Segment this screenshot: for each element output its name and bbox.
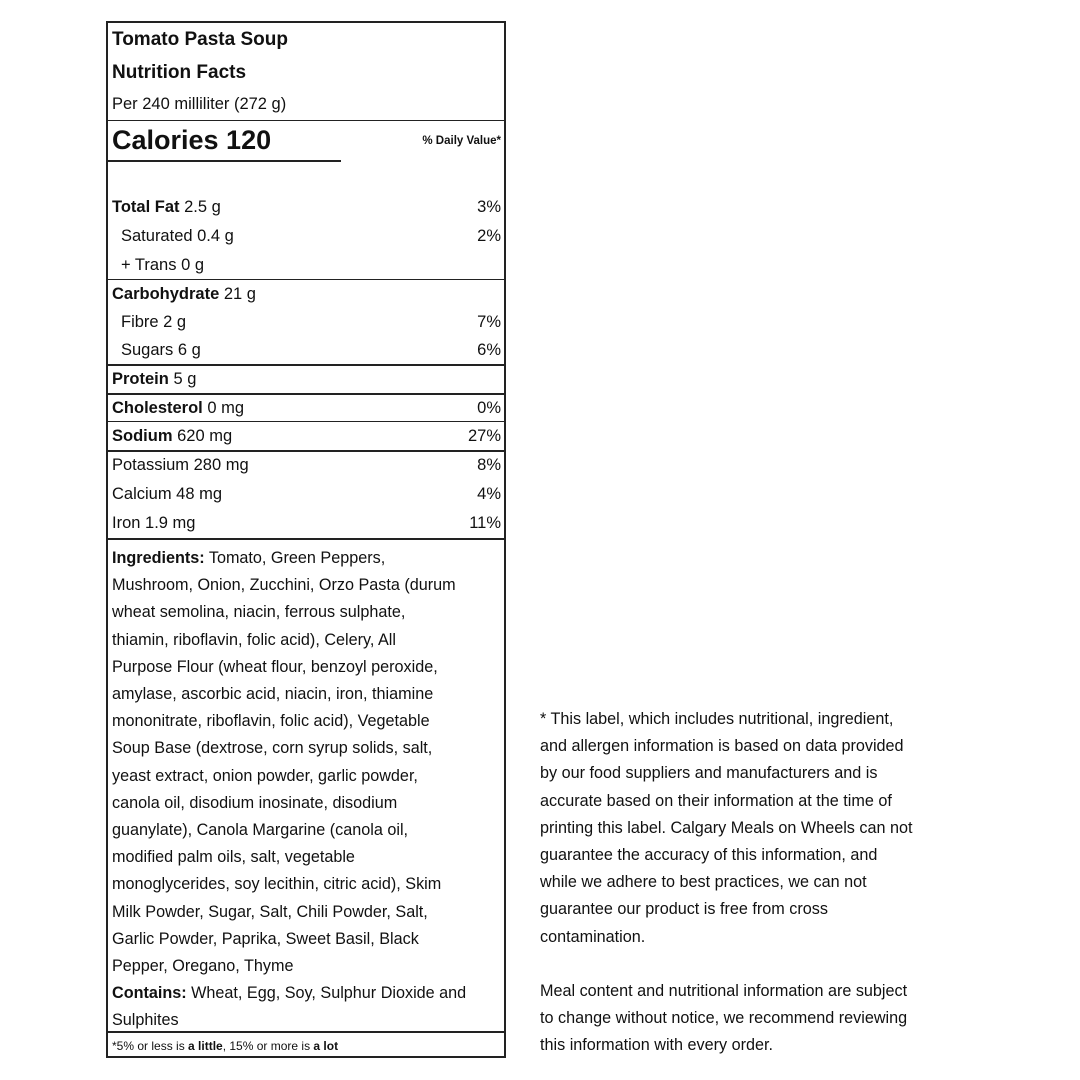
footnote [112,1039,338,1053]
disclaimer-line: while we adhere to best practices, we can not [540,873,867,892]
nutrient-name: Protein [112,369,169,388]
nutrient-name: + Trans 0 g [121,255,205,274]
nutrient-dv: 11% [469,513,501,532]
contains-label: Contains: [112,984,187,1003]
ingredients-line: thiamin, riboflavin, folic acid), Celery, All [112,630,396,649]
ingredients-line: mononitrate, riboflavin, folic acid), Vegetable [112,712,430,731]
ingredients-line: Mushroom, Onion, Zucchini, Orzo Pasta (durum [112,576,456,595]
nutrient-name: Carbohydrate [112,284,220,303]
nutrient-dv: 6% [477,340,501,359]
nutrient-name: Potassium 280 mg [112,455,249,474]
nutrient-row-iron [108,509,504,537]
nutrition-label [106,21,506,1058]
ingredients-line: modified palm oils, salt, vegetable [112,848,355,867]
disclaimer-line: printing this label. Calgary Meals on Wheels can not [540,818,913,837]
nutrient-dv: 3% [477,197,501,216]
footnote-text: *5% or less is [112,1039,189,1053]
divider [108,120,504,121]
ingredients-line: amylase, ascorbic acid, niacin, iron, thiamine [112,685,434,704]
spacer [540,951,980,978]
nutrient-row-trans [108,251,504,279]
disclaimer [540,706,980,1060]
contains-line: Wheat, Egg, Soy, Sulphur Dioxide and [186,984,467,1003]
nutrient-amount: 21 g [223,284,256,303]
disclaimer-line: accurate based on their information at the time of [540,791,892,810]
nutrient-row-calcium [108,480,504,508]
disclaimer-line: guarantee our product is free from cross [540,900,828,919]
ingredients-line: Garlic Powder, Paprika, Sweet Basil, Black [112,929,419,948]
nutrient-name: Saturated 0.4 g [121,226,234,245]
disclaimer-line: contamination. [540,927,646,946]
nutrient-name: Calcium 48 mg [112,484,223,503]
daily-value-header: % Daily Value* [422,135,501,147]
ingredients-line: canola oil, disodium inosinate, disodium [112,793,398,812]
nutrient-row-protein [108,365,504,393]
ingredients-line: monoglycerides, soy lecithin, citric acid), Skim [112,875,442,894]
nutrient-row-total-fat [108,193,504,221]
nutrient-dv: 27% [467,426,501,445]
ingredients-line: Purpose Flour (wheat flour, benzoyl peroxide, [112,657,438,676]
ingredients-line: Tomato, Green Peppers, [204,549,386,567]
nutrient-row-sugars [108,336,504,364]
footnote-text: , 15% or more is [222,1039,314,1053]
calories: Calories 120 [112,125,272,155]
ingredients-block [112,545,500,1035]
footnote-text: a lot [313,1039,339,1053]
ingredients-line: yeast extract, onion powder, garlic powder, [112,766,418,785]
footnote-text: a little [188,1039,223,1053]
disclaimer-line: and allergen information is based on data provided [540,737,904,756]
nutrient-dv: 4% [477,484,501,503]
nutrition-facts-heading: Nutrition Facts [112,62,247,83]
ingredients-line: Soup Base (dextrose, corn syrup solids, salt, [112,739,433,758]
nutrient-amount: 5 g [173,369,197,388]
nutrient-row-saturated [108,222,504,250]
ingredients-line: Milk Powder, Sugar, Salt, Chili Powder, Salt, [112,902,428,921]
disclaimer-line: * This label, which includes nutritional, ingredient, [540,710,894,728]
disclaimer-line: guarantee the accuracy of this information, and [540,846,878,865]
nutrient-name: Iron 1.9 mg [112,513,196,532]
nutrient-name: Sugars 6 g [121,340,201,359]
disclaimer-line: by our food suppliers and manufacturers and is [540,764,878,783]
ingredients-line: guanylate), Canola Margarine (canola oil, [112,821,409,840]
nutrient-row-fibre [108,308,504,336]
disclaimer-line: Meal content and nutritional information are subject [540,982,908,1001]
ingredients-line: Pepper, Oregano, Thyme [112,957,294,976]
contains-line: Sulphites [112,1011,179,1030]
nutrient-dv: 0% [477,398,501,417]
nutrient-name: Fibre 2 g [121,312,187,331]
product-name: Tomato Pasta Soup [112,29,288,50]
nutrient-dv: 7% [477,312,501,331]
nutrient-row-sodium [108,422,504,450]
divider [108,160,341,162]
ingredients-label: Ingredients: [112,549,205,567]
disclaimer-line: this information with every order. [540,1036,774,1055]
nutrient-dv: 2% [477,226,501,245]
ingredients-line: wheat semolina, niacin, ferrous sulphate, [112,603,406,622]
serving-size: Per 240 milliliter (272 g) [112,95,287,113]
nutrient-name: Sodium [112,426,173,445]
nutrient-amount: 0 mg [207,398,245,417]
divider [108,538,504,540]
nutrient-amount: 2.5 g [184,197,221,216]
disclaimer-line: to change without notice, we recommend reviewing [540,1009,908,1028]
nutrient-amount: 620 mg [177,426,233,445]
nutrient-row-cholesterol [108,394,504,422]
divider [108,1031,504,1033]
nutrient-name: Cholesterol [112,398,203,417]
nutrient-row-carbohydrate [108,280,504,308]
nutrient-row-potassium [108,451,504,479]
nutrient-dv: 8% [477,455,501,474]
nutrient-name: Total Fat [112,197,180,216]
